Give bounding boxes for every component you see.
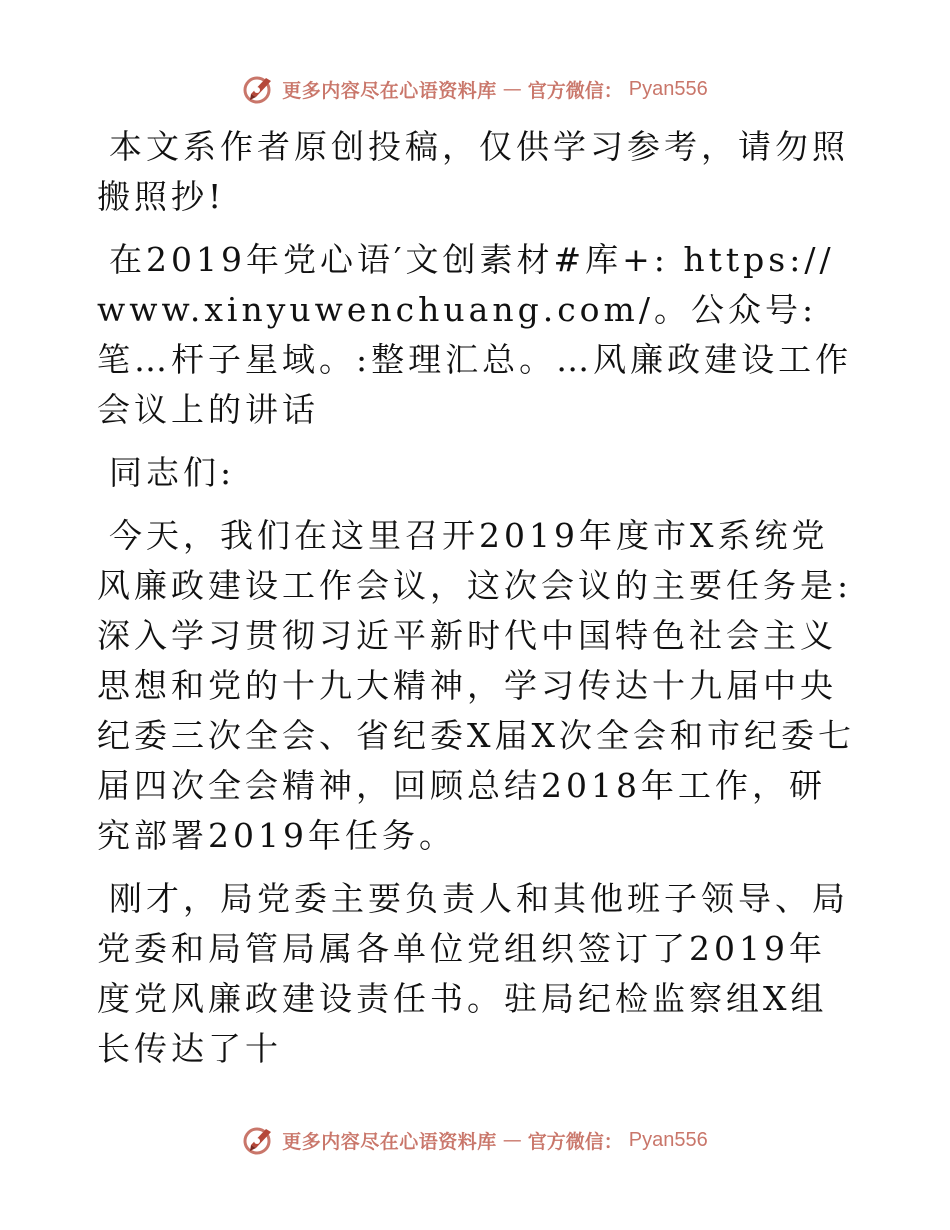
- footer-watermark-banner: [0, 1123, 950, 1157]
- paragraph-disclaimer: 本文系作者原创投稿，仅供学习参考，请勿照搬照抄!: [97, 127, 849, 216]
- paragraph-source-title: 在2019年党心语′文创素材#库+: https://www.xinyuwenchuang.com/。公众号: 笔…杆子星域。:整理汇总。…风廉政建设工作会议上的讲话: [97, 240, 853, 429]
- header-brand-text: 更多内容尽在心语资料库: [282, 79, 497, 102]
- pen-logo-icon: [242, 72, 276, 106]
- footer-contact-id: Pyan556: [628, 1128, 708, 1151]
- paragraph-salutation: 同志们:: [109, 453, 236, 492]
- header-contact-id: Pyan556: [628, 77, 708, 100]
- header-watermark-banner: [0, 72, 950, 106]
- pen-logo-icon: [242, 1123, 276, 1157]
- footer-separator: —: [502, 1129, 522, 1151]
- paragraph-meeting-intro: 今天，我们在这里召开2019年度市X系统党风廉政建设工作会议，这次会议的主要任务是: 深入学习贯彻习近平新时代中国特色社会主义思想和党的十九大精神，学习传达十九届中央纪委三次全会、省纪委X届X次全会和市纪委七届四次全会精神，回顾总结2018年工作，研究部署2019年任务。: [97, 516, 855, 855]
- header-contact-label: 官方微信：: [527, 79, 623, 102]
- paragraph-responsibility: 刚才，局党委主要负责人和其他班子领导、局党委和局管局属各单位党组织签订了2019年度党风廉政建设责任书。驻局纪检监察组X组长传达了十: [97, 879, 849, 1068]
- footer-contact-label: 官方微信：: [527, 1130, 623, 1153]
- document-body: [97, 122, 857, 1087]
- footer-brand-text: 更多内容尽在心语资料库: [282, 1130, 497, 1153]
- header-separator: —: [502, 78, 522, 100]
